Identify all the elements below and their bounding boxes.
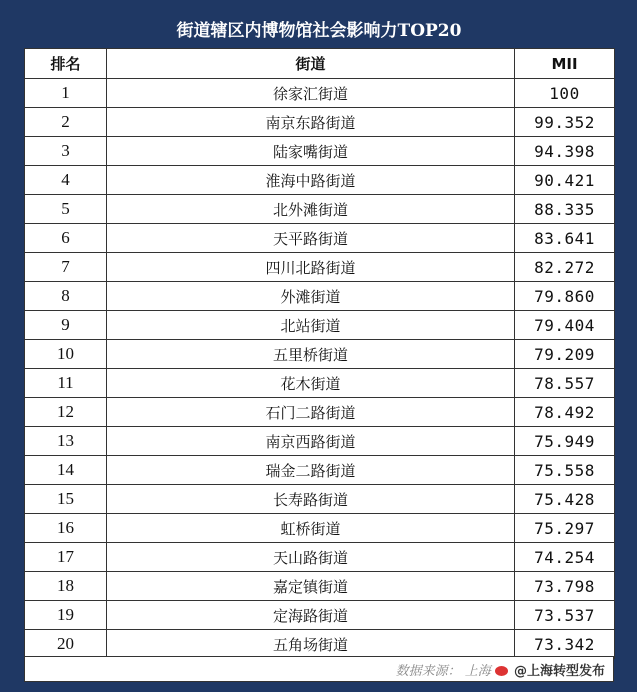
rank-cell: 5 [25,195,107,224]
rank-cell: 1 [25,79,107,108]
street-cell: 五里桥街道 [107,340,515,369]
street-cell: 瑞金二路街道 [107,456,515,485]
rank-cell: 17 [25,543,107,572]
rank-cell: 3 [25,137,107,166]
mii-cell: 73.798 [515,572,615,601]
mii-cell: 83.641 [515,224,615,253]
street-cell: 石门二路街道 [107,398,515,427]
mii-cell: 75.558 [515,456,615,485]
street-cell: 徐家汇街道 [107,79,515,108]
street-cell: 长寿路街道 [107,485,515,514]
table-row [25,224,615,253]
table-row [25,630,615,659]
street-cell: 天山路街道 [107,543,515,572]
table-row [25,427,615,456]
rank-cell: 12 [25,398,107,427]
street-cell: 陆家嘴街道 [107,137,515,166]
mii-cell: 79.404 [515,311,615,340]
table-row [25,340,615,369]
street-cell: 定海路街道 [107,601,515,630]
rank-cell: 18 [25,572,107,601]
street-cell: 虹桥街道 [107,514,515,543]
rank-cell: 19 [25,601,107,630]
street-cell: 天平路街道 [107,224,515,253]
table-row [25,282,615,311]
mii-cell: 74.254 [515,543,615,572]
table-row [25,485,615,514]
mii-cell: 75.297 [515,514,615,543]
rank-cell: 10 [25,340,107,369]
rank-cell: 4 [25,166,107,195]
data-source-note [396,660,605,679]
table-row [25,108,615,137]
table-row [25,572,615,601]
header-rank: 排名 [25,49,107,79]
mii-cell: 99.352 [515,108,615,137]
street-cell: 外滩街道 [107,282,515,311]
street-cell: 淮海中路街道 [107,166,515,195]
street-cell: 四川北路街道 [107,253,515,282]
street-cell: 嘉定镇街道 [107,572,515,601]
mii-cell: 75.428 [515,485,615,514]
table-row [25,514,615,543]
weibo-icon [495,666,508,676]
rank-cell: 20 [25,630,107,659]
table-row [25,253,615,282]
table-row [25,398,615,427]
street-cell: 南京西路街道 [107,427,515,456]
table-row [25,166,615,195]
street-cell: 南京东路街道 [107,108,515,137]
table-row [25,601,615,630]
rank-cell: 16 [25,514,107,543]
rank-cell: 13 [25,427,107,456]
source-label: 数据来源： 上海 [395,664,491,679]
rank-cell: 8 [25,282,107,311]
rank-cell: 14 [25,456,107,485]
mii-cell: 90.421 [515,166,615,195]
watermark-text: @上海转型发布 [513,664,605,679]
rank-cell: 2 [25,108,107,137]
street-cell: 花木街道 [107,369,515,398]
footer-bar [24,656,614,682]
mii-cell: 73.342 [515,630,615,659]
ranking-table [24,48,615,659]
mii-cell: 78.557 [515,369,615,398]
rank-cell: 9 [25,311,107,340]
table-body [25,79,615,659]
mii-cell: 73.537 [515,601,615,630]
table-row [25,195,615,224]
mii-cell: 75.949 [515,427,615,456]
header-street: 街道 [107,49,515,79]
rank-cell: 7 [25,253,107,282]
mii-cell: 100 [515,79,615,108]
header-mii: MII [515,49,615,79]
table-row [25,456,615,485]
table-row [25,79,615,108]
mii-cell: 79.209 [515,340,615,369]
table-row [25,137,615,166]
page-title: 街道辖区内博物馆社会影响力TOP20 [176,21,462,41]
table-row [25,543,615,572]
mii-cell: 79.860 [515,282,615,311]
mii-cell: 88.335 [515,195,615,224]
table-header-row [25,49,615,79]
rank-cell: 11 [25,369,107,398]
rank-cell: 6 [25,224,107,253]
table-row [25,369,615,398]
mii-cell: 82.272 [515,253,615,282]
street-cell: 五角场街道 [107,630,515,659]
mii-cell: 94.398 [515,137,615,166]
street-cell: 北外滩街道 [107,195,515,224]
mii-cell: 78.492 [515,398,615,427]
rank-cell: 15 [25,485,107,514]
table-row [25,311,615,340]
street-cell: 北站街道 [107,311,515,340]
